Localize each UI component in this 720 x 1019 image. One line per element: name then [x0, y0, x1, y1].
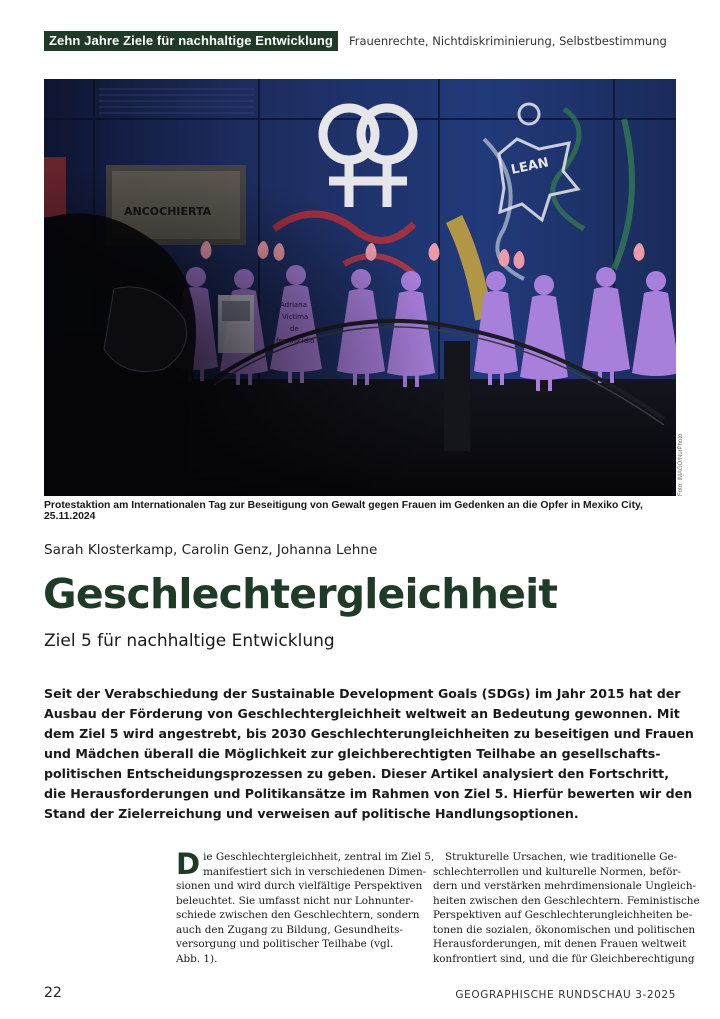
lead-line: Ausbau der Förderung von Geschlechtergleichheit weltweit an Bedeutung gewonnen. Mit [44, 706, 680, 721]
journal-name: GEOGRAPHISCHE RUNDSCHAU 3-2025 [455, 989, 676, 1001]
section-topics: Frauenrechte, Nichtdiskriminierung, Selbstbestimmung [348, 34, 667, 48]
body-line: versorgung und politischer Teilhabe (vgl. [176, 938, 394, 950]
photo-caption: Protestaktion am Internationalen Tag zur Beseitigung von Gewalt gegen Frauen im Gedenken an die Opfer in Mexiko City, 25.11.2024 [44, 500, 643, 522]
body-column-2 [433, 850, 700, 966]
body-line: sionen und wird durch vielfältige Perspektiven [176, 880, 423, 892]
protest-photo-illustration [44, 79, 676, 496]
body-line: tonen die sozialen, ökonomischen und politischen [433, 923, 696, 936]
body-column-1 [176, 847, 435, 966]
body-line: beleuchtet. Sie umfasst nicht nur Lohnunter- [176, 894, 414, 907]
body-line: manifestiert sich in verschiedenen Dimen- [203, 865, 427, 878]
article-photo [44, 79, 676, 496]
lead-line: die Herausforderungen und Politikansätze im Rahmen von Ziel 5. Hierfür bewerten wir den [44, 786, 693, 801]
body-line: Strukturelle Ursachen, wie traditionelle Ge- [445, 851, 678, 863]
body-line: schlechterrollen und kulturelle Normen, beför- [433, 865, 681, 878]
lead-line: dem Ziel 5 wird angestrebt, bis 2030 Geschlechterungleichheiten zu beseitigen und Frauen [44, 726, 694, 741]
body-line: Herausforderungen, mit denen Frauen weltweit [433, 938, 687, 950]
lead-line: Stand der Zielerreichung und verweisen auf politische Handlungsoptionen. [44, 806, 579, 821]
body-line: schiede zwischen den Geschlechtern, sondern [176, 909, 420, 921]
section-tag: Zehn Jahre Ziele für nachhaltige Entwicklung [44, 31, 338, 51]
lead-line: Seit der Verabschiedung der Sustainable Development Goals (SDGs) im Jahr 2015 hat der [44, 686, 681, 701]
body-line: Abb. 1). [176, 952, 218, 965]
photo-credit-wrap [678, 433, 688, 496]
lead-line: politischen Entscheidungsprozessen zu geben. Dieser Artikel analysiert den Fortschritt, [44, 766, 669, 781]
running-header [44, 31, 667, 51]
authors: Sarah Klosterkamp, Carolin Genz, Johanna Lehne [44, 542, 378, 558]
body-line: Perspektiven auf Geschlechterungleichheiten be- [433, 909, 693, 921]
body-line: auch den Zugang zu Bildung, Gesundheits- [176, 923, 403, 936]
body-line: heiten zwischen den Geschlechtern. Feministische [433, 894, 700, 907]
page-number: 22 [44, 985, 62, 1001]
body-line: konfrontiert sind, und die für Gleichberechtigung [433, 952, 695, 965]
article-subtitle: Ziel 5 für nachhaltige Entwicklung [44, 631, 335, 651]
lead-paragraph [44, 684, 694, 824]
body-line: ie Geschlechtergleichheit, zentral im Ziel 5, [203, 851, 435, 863]
photo-credit: Foto: IMAGO/NurPhoto [678, 433, 684, 496]
lead-line: und Mädchen überall die Möglichkeit zur gleichberechtigten Teilhabe an gesellschafts- [44, 746, 661, 761]
article-title: Geschlechtergleichheit [43, 570, 558, 618]
body-line: dern und verstärken mehrdimensionale Ungleich- [433, 880, 697, 892]
dropcap: D [176, 847, 201, 881]
